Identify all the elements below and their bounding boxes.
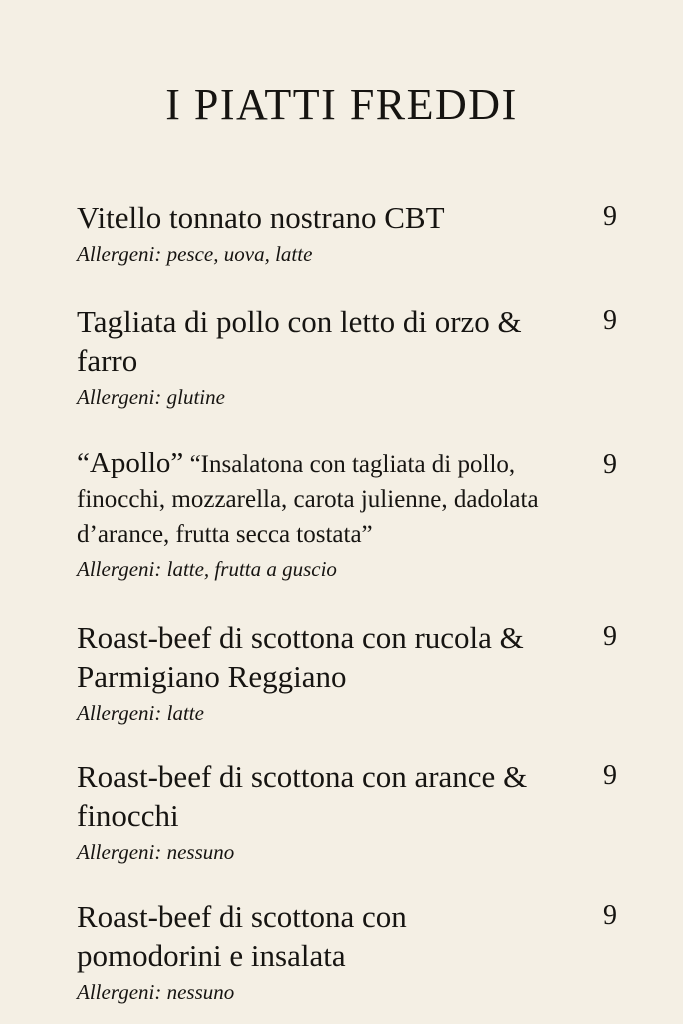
dish-name: Roast-beef di scottona con pomodorini e insalata (77, 899, 407, 973)
dish-price: 9 (603, 900, 617, 931)
dish-item (77, 302, 617, 411)
dish-item (77, 198, 617, 268)
dish-item (77, 446, 617, 583)
dish-name: Roast-beef di scottona con rucola & Parmigiano Reggiano (77, 620, 524, 694)
dish-name: Vitello tonnato nostrano CBT (77, 200, 445, 235)
dish-price: 9 (603, 449, 617, 480)
dish-description: “Insalatona con tagliata di pollo, finocchi, mozzarella, carota julienne, dadolata d’arance, frutta secca tostata” (77, 451, 539, 548)
dish-item (77, 897, 617, 1006)
dish-name-tag: “Apollo” (77, 447, 184, 479)
dish-allergens: Allergeni: nessuno (77, 980, 235, 1004)
dish-name: Roast-beef di scottona con arance & finocchi (77, 759, 528, 833)
dish-item (77, 757, 617, 866)
dish-item (77, 618, 617, 727)
menu-title: I PIATTI FREDDI (165, 80, 518, 129)
dish-price: 9 (603, 621, 617, 652)
dish-name (77, 446, 557, 552)
dish-allergens: Allergeni: latte, frutta a guscio (77, 557, 337, 581)
dish-name: Tagliata di pollo con letto di orzo & farro (77, 304, 522, 378)
dish-allergens: Allergeni: latte (77, 701, 204, 725)
dish-price: 9 (603, 760, 617, 791)
dish-allergens: Allergeni: pesce, uova, latte (77, 242, 313, 266)
dish-price: 9 (603, 305, 617, 336)
dish-price: 9 (603, 201, 617, 232)
dish-allergens: Allergeni: nessuno (77, 840, 235, 864)
dish-allergens: Allergeni: glutine (77, 385, 225, 409)
